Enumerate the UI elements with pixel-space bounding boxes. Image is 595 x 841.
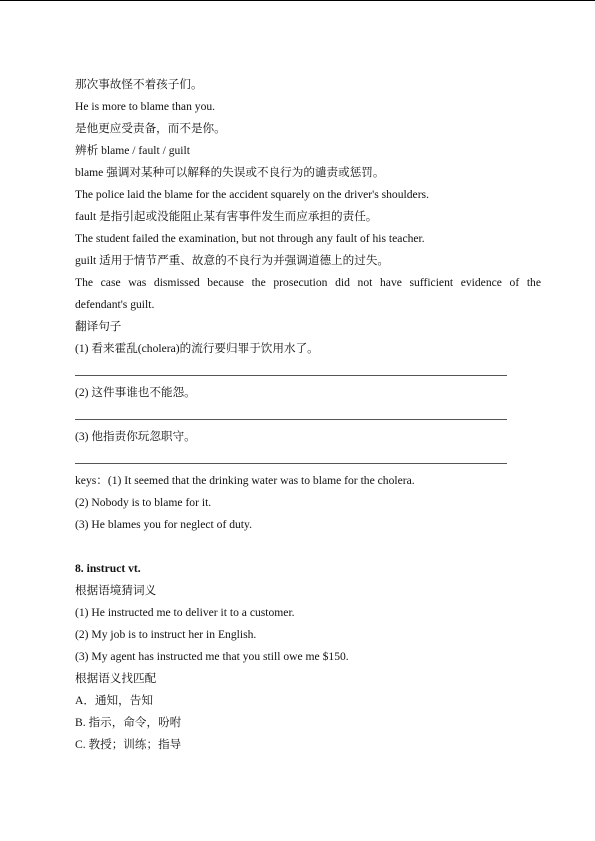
text-line: The case was dismissed because the prosecution did not have sufficient evidence of the: [75, 276, 541, 289]
example-sentence: (3) My agent has instructed me that you still owe me $150.: [75, 650, 349, 663]
text-line: blame 强调对某种可以解释的失误或不良行为的谴责或惩罚。: [75, 166, 385, 179]
answer-line-3: [75, 463, 507, 464]
text-line: fault 是指引起或没能阻止某有害事件发生而应承担的责任。: [75, 210, 378, 223]
answer-key-1: keys：(1) It seemed that the drinking water was to blame for the cholera.: [75, 474, 415, 487]
text-line: 辨析 blame / fault / guilt: [75, 144, 190, 157]
answer-line-1: [75, 375, 507, 376]
option-b: B. 指示，命令，吩咐: [75, 716, 182, 729]
text-line: 那次事故怪不着孩子们。: [75, 78, 203, 91]
answer-line-2: [75, 419, 507, 420]
answer-key-3: (3) He blames you for neglect of duty.: [75, 518, 252, 531]
section-heading: 翻译句子: [75, 320, 122, 333]
answer-key-2: (2) Nobody is to blame for it.: [75, 496, 212, 509]
section-heading: 根据语义找匹配: [75, 672, 157, 685]
text-line: defendant's guilt.: [75, 298, 155, 311]
question-2: (2) 这件事谁也不能怨。: [75, 386, 196, 399]
option-a: A．通知，告知: [75, 694, 153, 707]
text-line: guilt 适用于情节严重、故意的不良行为并强调道德上的过失。: [75, 254, 390, 267]
page-top-border: [0, 0, 595, 1]
word-heading: 8. instruct vt.: [75, 562, 141, 575]
question-3: (3) 他指责你玩忽职守。: [75, 430, 196, 443]
text-line: 是他更应受责备，而不是你。: [75, 122, 226, 135]
example-sentence: (1) He instructed me to deliver it to a customer.: [75, 606, 295, 619]
text-line: The police laid the blame for the accident squarely on the driver's shoulders.: [75, 188, 429, 201]
section-heading: 根据语境猜词义: [75, 584, 157, 597]
option-c: C. 教授；训练；指导: [75, 738, 182, 751]
text-line: He is more to blame than you.: [75, 100, 216, 113]
text-line: The student failed the examination, but not through any fault of his teacher.: [75, 232, 425, 245]
question-1: (1) 看来霍乱(cholera)的流行要归罪于饮用水了。: [75, 342, 319, 355]
example-sentence: (2) My job is to instruct her in English.: [75, 628, 257, 641]
